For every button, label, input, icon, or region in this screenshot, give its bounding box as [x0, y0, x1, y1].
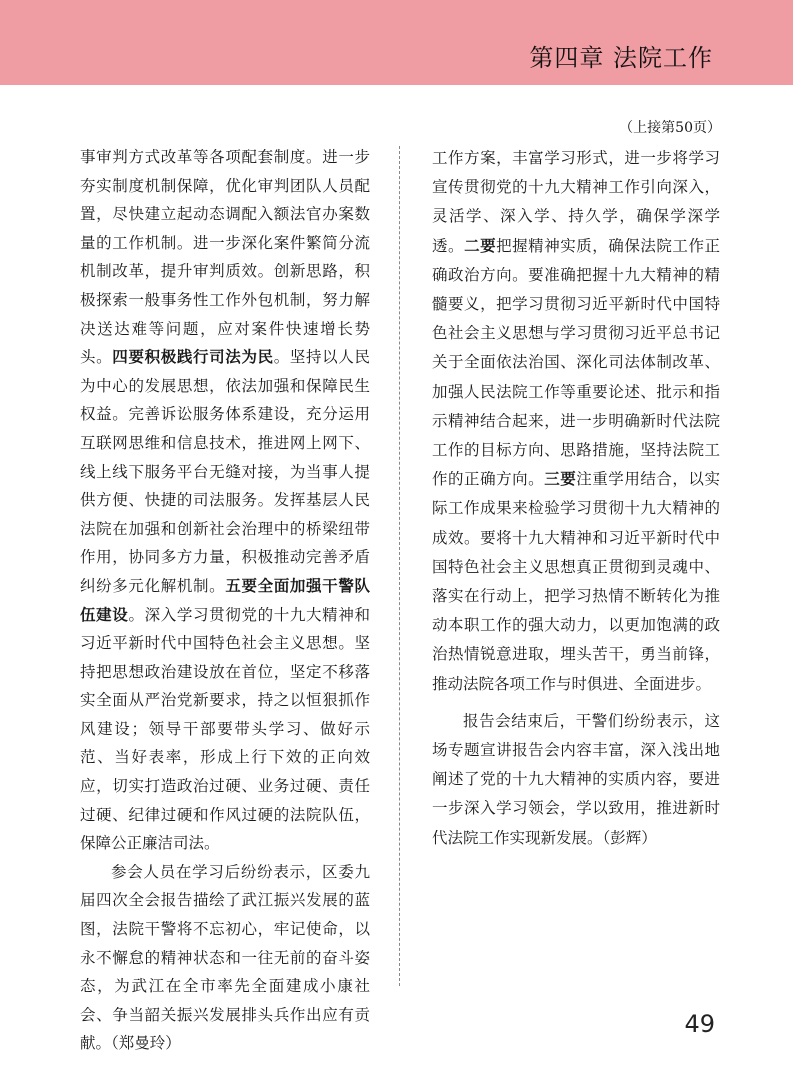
left-paragraph-1: [80, 143, 370, 858]
right-text-1: 工作方案，丰富学习形式，进一步将学习宣传贯彻党的十九大精神工作引向深入，灵活学、深入学、持久学，确保学深学透。: [432, 149, 720, 255]
page-number: 49: [684, 1010, 715, 1038]
right-text-3: 注重学用结合，以实际工作成果来检验学习贯彻十九大精神的成效。要将十九大精神和习近平新时代中国特色社会主义思想真正贯彻到灵魂中、落实在行动上，把学习热情不断转化为推动本职工作的强大动力，以更加饱满的政治热情锐意进取，埋头苦干，勇当前锋，推动法院各项工作与时俱进、全面进步。: [432, 470, 720, 693]
left-emphasis-2: 五要全面加强干警队伍建设: [80, 576, 370, 624]
right-emphasis-1: 二要: [464, 236, 497, 255]
left-text-1: 事审判方式改革等各项配套制度。进一步夯实制度机制保障，优化审判团队人员配置，尽快建立起动态调配入额法官办案数量的工作机制。进一步深化案件繁简分流机制改革，提升审判质效。创新思路，积极探索一般事务性工作外包机制，努力解决送达难等问题，应对案件快速增长势头。: [80, 148, 370, 367]
left-paragraph-2: 参会人员在学习后纷纷表示，区委九届四次全会报告描绘了武江振兴发展的蓝图，法院干警将不忘初心，牢记使命，以永不懈怠的精神状态和一往无前的奋斗姿态，为武江在全市率先全面建成小康社会、争当韶关振兴发展排头兵作出应有贡献。（郑曼玲）: [80, 862, 370, 1053]
left-text-2: 。坚持以人民为中心的发展思想，依法加强和保障民生权益。完善诉讼服务体系建设，充分运用互联网思维和信息技术，推进网上网下、线上线下服务平台无缝对接，为当事人提供方便、快捷的司法服务。发挥基层人民法院在加强和创新社会治理中的桥梁纽带作用，协同多方力量，积极推动完善矛盾纠纷多元化解机制。: [80, 348, 370, 595]
column-divider: [399, 146, 400, 986]
left-text-3: 。深入学习贯彻党的十九大精神和习近平新时代中国特色社会主义思想。坚持把思想政治建设放在首位，坚定不移落实全面从严治党新要求，持之以恒狠抓作风建设；领导干部要带头学习、做好示范、当好表率，形成上行下效的正向效应，切实打造政治过硬、业务过硬、责任过硬、纪律过硬和作风过硬的法院队伍，保障公正廉洁司法。: [80, 605, 370, 853]
right-column: [432, 144, 720, 853]
left-emphasis-1: 四要积极践行司法为民: [112, 348, 274, 367]
right-paragraph-2: 报告会结束后，干警们纷纷表示，这场专题宣讲报告会内容丰富，深入浅出地阐述了党的十九大精神的实质内容，要进一步深入学习领会，学以致用，推进新时代法院工作实现新发展。（彭辉）: [432, 711, 720, 847]
chapter-title: 第四章 法院工作: [529, 44, 713, 72]
chapter-header-band: [0, 0, 793, 85]
right-text-2: 把握精神实质，确保法院工作正确政治方向。要准确把握十九大精神的精髓要义，把学习贯彻习近平新时代中国特色社会主义思想与学习贯彻习近平总书记关于全面依法治国、深化司法体制改革、加强人民法院工作等重要论述、批示和指示精神结合起来，进一步明确新时代法院工作的目标方向、思路措施，坚持法院工作的正确方向。: [432, 236, 720, 489]
right-paragraph-1: [432, 144, 720, 699]
right-emphasis-2: 三要: [544, 470, 577, 489]
left-column: [80, 143, 370, 1058]
continued-from-note: （上接第50页）: [619, 120, 721, 136]
